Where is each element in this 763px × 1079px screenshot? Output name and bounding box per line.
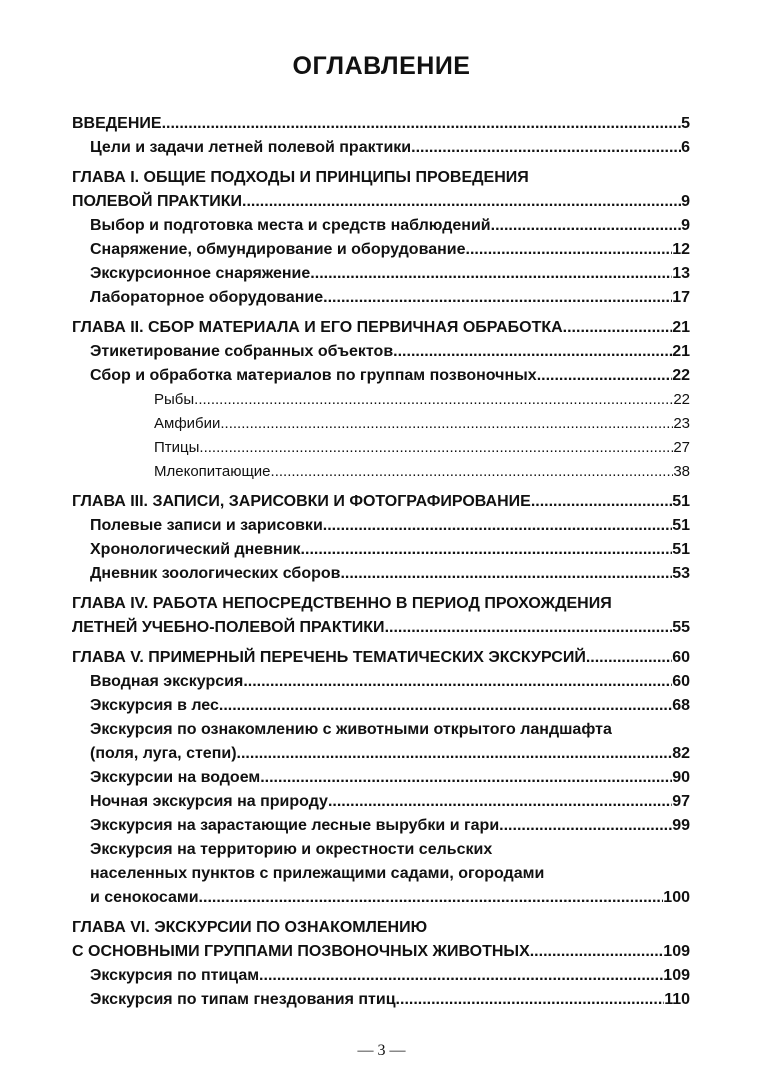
toc-entry-title: Выбор и подготовка места и средств наблюдений [90, 217, 491, 234]
toc-entry-title: Экскурсионное снаряжение [90, 265, 311, 282]
toc-entry-title: Лабораторное оборудование [90, 289, 324, 306]
dot-leader [219, 694, 672, 718]
toc-entry-title: Этикетирование собранных объектов [90, 343, 394, 360]
toc-chapter-6-line1[interactable] [72, 916, 690, 940]
toc-entry-page: 90 [672, 769, 690, 786]
dot-leader [385, 616, 673, 640]
toc-entry[interactable] [72, 562, 690, 586]
toc-entry-page: 21 [672, 343, 690, 360]
toc-chapter-5[interactable] [72, 646, 690, 670]
page-title: ОГЛАВЛЕНИЕ [292, 52, 471, 80]
toc-entry-page: 51 [672, 493, 690, 510]
toc-entry-title: ГЛАВА II. СБОР МАТЕРИАЛА И ЕГО ПЕРВИЧНАЯ ОБРАБОТКА [72, 319, 563, 336]
toc-entry-title: ВВЕДЕНИЕ [72, 115, 162, 132]
toc-entry-page: 51 [672, 517, 690, 534]
dot-leader [260, 766, 672, 790]
toc-chapter-6-line2[interactable] [72, 940, 690, 964]
toc-entry-page: 100 [663, 889, 690, 906]
toc-entry-page: 38 [673, 463, 690, 480]
dot-leader [310, 262, 672, 286]
toc-entry-title: (поля, луга, степи) [90, 745, 237, 762]
toc-entry-title: Сбор и обработка материалов по группам позвоночных [90, 367, 537, 384]
toc-entry-title: ГЛАВА IV. РАБОТА НЕПОСРЕДСТВЕННО В ПЕРИОД ПРОХОЖДЕНИЯ [72, 595, 612, 612]
dot-leader [499, 814, 672, 838]
dot-leader [199, 886, 664, 910]
dot-leader [242, 190, 681, 214]
toc-entry[interactable] [72, 790, 690, 814]
toc-entry-title: Экскурсия на территорию и окрестности сельских [90, 841, 493, 858]
toc-entry-title: ГЛАВА VI. ЭКСКУРСИИ ПО ОЗНАКОМЛЕНИЮ [72, 919, 428, 936]
toc-entry[interactable] [72, 670, 690, 694]
toc-entry-title: Экскурсия на зарастающие лесные вырубки и гари [90, 817, 500, 834]
dot-leader [323, 286, 672, 310]
toc-entry[interactable] [72, 136, 690, 160]
toc-chapter-4-line1[interactable] [72, 592, 690, 616]
toc-entry-title: Экскурсия в лес [90, 697, 219, 714]
dot-leader [243, 670, 672, 694]
toc-entry-title: Цели и задачи летней полевой практики [90, 139, 412, 156]
toc-entry-page: 53 [672, 565, 690, 582]
toc-entry[interactable] [72, 766, 690, 790]
toc-entry-page: 22 [672, 367, 690, 384]
toc-entry[interactable] [72, 340, 690, 364]
toc-subentry[interactable] [72, 412, 690, 436]
toc-entry-line1[interactable] [72, 718, 690, 742]
toc-chapter-2[interactable] [72, 316, 690, 340]
toc-entry-title: ГЛАВА I. ОБЩИЕ ПОДХОДЫ И ПРИНЦИПЫ ПРОВЕДЕНИЯ [72, 169, 529, 186]
toc-entry-page: 21 [672, 319, 690, 336]
dot-leader [199, 436, 673, 460]
dot-leader [411, 136, 681, 160]
toc-entry-page: 60 [672, 649, 690, 666]
toc-entry-title: ГЛАВА V. ПРИМЕРНЫЙ ПЕРЕЧЕНЬ ТЕМАТИЧЕСКИХ ЭКСКУРСИЙ [72, 649, 586, 666]
toc-entry-line2[interactable] [72, 742, 690, 766]
dot-leader [237, 742, 673, 766]
toc-subentry[interactable] [72, 388, 690, 412]
dot-leader [530, 940, 664, 964]
toc-entry-title: С ОСНОВНЫМИ ГРУППАМИ ПОЗВОНОЧНЫХ ЖИВОТНЫХ [72, 943, 530, 960]
dot-leader [301, 538, 673, 562]
dot-leader [162, 112, 682, 136]
toc-entry-page: 97 [672, 793, 690, 810]
toc-entry-line2[interactable] [72, 862, 690, 886]
dot-leader [323, 514, 672, 538]
toc-entry-page: 9 [681, 217, 690, 234]
toc-entry-title: Экскурсия по птицам [90, 967, 260, 984]
dot-leader [259, 964, 663, 988]
dot-leader [396, 988, 665, 1012]
page-number: — 3 — [357, 1042, 406, 1059]
toc-entry-line1[interactable] [72, 838, 690, 862]
toc-entry-page: 82 [672, 745, 690, 762]
toc-entry-page: 9 [681, 193, 690, 210]
toc-entry-title: Вводная экскурсия [90, 673, 244, 690]
toc-chapter-1-line1[interactable] [72, 166, 690, 190]
toc-chapter-1-line2[interactable] [72, 190, 690, 214]
dot-leader [491, 214, 681, 238]
toc-subentry[interactable] [72, 436, 690, 460]
toc-entry-title: ЛЕТНЕЙ УЧЕБНО-ПОЛЕВОЙ ПРАКТИКИ [72, 619, 385, 636]
toc-entry-introduction[interactable] [72, 112, 690, 136]
toc-entry-page: 109 [663, 967, 690, 984]
toc-entry-title: Млекопитающие [154, 463, 271, 480]
toc-entry-page: 13 [672, 265, 690, 282]
toc-entry-title: Рыбы [154, 391, 195, 408]
toc-chapter-4-line2[interactable] [72, 616, 690, 640]
toc-entry[interactable] [72, 814, 690, 838]
toc-entry-page: 60 [672, 673, 690, 690]
toc-entry-title: ГЛАВА III. ЗАПИСИ, ЗАРИСОВКИ И ФОТОГРАФИРОВАНИЕ [72, 493, 531, 510]
toc-entry-page: 110 [664, 991, 690, 1008]
toc-entry-title: Снаряжение, обмундирование и оборудование [90, 241, 466, 258]
toc-entry-title: Дневник зоологических сборов [90, 565, 341, 582]
toc-entry[interactable] [72, 238, 690, 262]
dot-leader [563, 316, 673, 340]
toc-entry-page: 6 [681, 139, 690, 156]
dot-leader [220, 412, 673, 436]
dot-leader [586, 646, 672, 670]
toc-entry-page: 22 [673, 391, 690, 408]
table-of-contents [72, 112, 690, 1012]
toc-entry[interactable] [72, 988, 690, 1012]
toc-entry-line3[interactable] [72, 886, 690, 910]
toc-entry-page: 23 [673, 415, 690, 432]
toc-entry[interactable] [72, 964, 690, 988]
toc-entry-page: 5 [681, 115, 690, 132]
toc-entry-page: 68 [672, 697, 690, 714]
toc-chapter-3[interactable] [72, 490, 690, 514]
toc-entry[interactable] [72, 262, 690, 286]
toc-entry-title: Экскурсии на водоем [90, 769, 261, 786]
dot-leader [537, 364, 673, 388]
toc-entry-page: 109 [663, 943, 690, 960]
toc-entry-title: Экскурсия по ознакомлению с животными открытого ландшафта [90, 721, 612, 738]
toc-entry-title: и сенокосами [90, 889, 199, 906]
toc-entry-title: населенных пунктов с прилежащими садами, огородами [90, 865, 545, 882]
toc-entry-page: 27 [673, 439, 690, 456]
toc-entry-page: 12 [672, 241, 690, 258]
dot-leader [531, 490, 672, 514]
dot-leader [466, 238, 673, 262]
toc-entry-page: 55 [672, 619, 690, 636]
toc-entry[interactable] [72, 364, 690, 388]
toc-entry[interactable] [72, 538, 690, 562]
dot-leader [271, 460, 674, 484]
toc-entry[interactable] [72, 514, 690, 538]
dot-leader [340, 562, 672, 586]
dot-leader [328, 790, 672, 814]
dot-leader [393, 340, 672, 364]
toc-entry-page: 17 [672, 289, 690, 306]
toc-entry-title: Полевые записи и зарисовки [90, 517, 323, 534]
toc-entry[interactable] [72, 214, 690, 238]
toc-entry-title: Экскурсия по типам гнездования птиц [90, 991, 396, 1008]
toc-entry-page: 99 [672, 817, 690, 834]
toc-entry-title: Птицы [154, 439, 200, 456]
toc-entry-title: Ночная экскурсия на природу [90, 793, 328, 810]
toc-entry-title: Амфибии [154, 415, 221, 432]
toc-entry[interactable] [72, 286, 690, 310]
toc-entry[interactable] [72, 694, 690, 718]
toc-subentry[interactable] [72, 460, 690, 484]
toc-entry-page: 51 [672, 541, 690, 558]
toc-entry-title: ПОЛЕВОЙ ПРАКТИКИ [72, 193, 243, 210]
dot-leader [194, 388, 673, 412]
toc-entry-title: Хронологический дневник [90, 541, 301, 558]
